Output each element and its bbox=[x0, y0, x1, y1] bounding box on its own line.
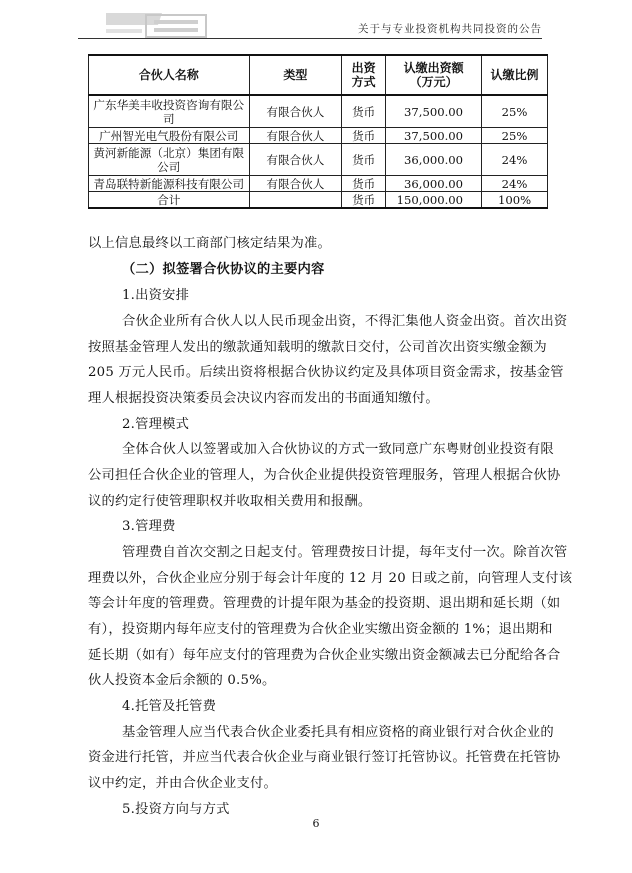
cell-total-label: 合计 bbox=[89, 192, 250, 209]
cell-ratio: 25% bbox=[482, 95, 548, 128]
paragraph-line: 按照基金管理人发出的缴款通知载明的缴款日交付，公司首次出资实缴金额为 bbox=[88, 340, 547, 355]
col-header-type: 类型 bbox=[249, 55, 342, 95]
cell-ratio: 100% bbox=[482, 192, 548, 209]
paragraph-line: 伙人投资本金后余额的 0.5%。 bbox=[88, 673, 276, 688]
paragraph-line: 理人根据投资决策委员会决议内容而发出的书面通知缴付。 bbox=[88, 391, 439, 406]
cell-partner-name: 广州智光电气股份有限公司 bbox=[89, 128, 250, 144]
table-row bbox=[89, 144, 548, 176]
subsection-title: 2.管理模式 bbox=[122, 417, 190, 432]
paragraph-line: 议中约定，并由合伙企业支付。 bbox=[88, 776, 277, 791]
cell-partner-name bbox=[89, 144, 250, 176]
cell-text: 公司 bbox=[157, 159, 181, 174]
subsection-title: 4.托管及托管费 bbox=[122, 699, 217, 714]
col-header-ratio: 认缴比例 bbox=[482, 55, 548, 95]
cell-text: 司 bbox=[162, 111, 175, 126]
section-title: （二）拟签署合伙协议的主要内容 bbox=[122, 262, 325, 277]
cell-method: 货币 bbox=[342, 192, 386, 209]
header-title: 关于与专业投资机构共同投资的公告 bbox=[358, 23, 542, 35]
paragraph-line: 资金进行托管，并应当代表合伙企业与商业银行签订托管协议。托管费在托管协 bbox=[88, 750, 561, 765]
col-header-method bbox=[342, 55, 386, 95]
cell-method: 货币 bbox=[342, 95, 386, 128]
cell-type: 有限合伙人 bbox=[249, 176, 342, 192]
cell-type bbox=[249, 192, 342, 209]
col-header-name: 合伙人名称 bbox=[89, 55, 250, 95]
col-header-amount-text: 认缴出资额 （万元） bbox=[403, 61, 464, 89]
company-logo-icon bbox=[106, 11, 208, 39]
table-row bbox=[89, 176, 548, 192]
col-header-method-text: 出资 方式 bbox=[351, 61, 376, 89]
subsection-title: 1.出资安排 bbox=[122, 288, 190, 303]
paragraph-line: 基金管理人应当代表合伙企业委托具有相应资格的商业银行对合伙企业的 bbox=[122, 725, 554, 740]
cell-text: 黄河新能源（北京）集团有限 bbox=[93, 145, 245, 160]
table-row bbox=[89, 128, 548, 144]
paragraph-line: 合伙企业所有合伙人以人民币现金出资，不得汇集他人资金出资。首次出资 bbox=[122, 314, 568, 329]
table-header-row bbox=[89, 55, 548, 95]
table-total-row bbox=[89, 192, 548, 209]
table-row bbox=[89, 95, 548, 128]
paragraph-line: 全体合伙人以签署或加入合伙协议的方式一致同意广东粤财创业投资有限 bbox=[122, 442, 554, 457]
cell-ratio: 24% bbox=[482, 144, 548, 176]
paragraph-line: 延长期（如有）每年应支付的管理费为合伙企业实缴出资金额减去已分配给各合 bbox=[88, 648, 561, 663]
cell-method: 货币 bbox=[342, 176, 386, 192]
table-note: 以上信息最终以工商部门核定结果为准。 bbox=[88, 236, 331, 251]
cell-method: 货币 bbox=[342, 128, 386, 144]
col-header-amount bbox=[386, 55, 482, 95]
cell-amount: 150,000.00 bbox=[386, 192, 482, 209]
cell-partner-name: 青岛联特新能源科技有限公司 bbox=[89, 176, 250, 192]
partner-table bbox=[88, 54, 548, 209]
cell-amount: 37,500.00 bbox=[386, 95, 482, 128]
cell-type: 有限合伙人 bbox=[249, 144, 342, 176]
cell-type: 有限合伙人 bbox=[249, 95, 342, 128]
cell-amount: 36,000.00 bbox=[386, 144, 482, 176]
paragraph-line: 205 万元人民币。后续出资将根据合伙协议约定及具体项目资金需求，按基金管 bbox=[88, 365, 564, 380]
cell-partner-name bbox=[89, 95, 250, 128]
subsection-title: 5.投资方向与方式 bbox=[122, 802, 230, 817]
paragraph-line: 公司担任合伙企业的管理人，为合伙企业提供投资管理服务，管理人根据合伙协 bbox=[88, 468, 561, 483]
paragraph-line: 有），投资期内每年应支付的管理费为合伙企业实缴出资金额的 1%；退出期和 bbox=[88, 622, 553, 637]
cell-method: 货币 bbox=[342, 144, 386, 176]
header-rule bbox=[78, 38, 542, 39]
subsection-title: 3.管理费 bbox=[122, 519, 176, 534]
paragraph-line: 等会计年度的管理费。管理费的计提年限为基金的投资期、退出期和延长期（如 bbox=[88, 596, 561, 611]
cell-ratio: 24% bbox=[482, 176, 548, 192]
cell-amount: 36,000.00 bbox=[386, 176, 482, 192]
cell-ratio: 25% bbox=[482, 128, 548, 144]
page-number: 6 bbox=[312, 817, 320, 830]
paragraph-line: 管理费自首次交割之日起支付。管理费按日计提，每年支付一次。除首次管 bbox=[122, 545, 568, 560]
paragraph-line: 议的约定行使管理职权并收取相关费用和报酬。 bbox=[88, 494, 372, 509]
cell-type: 有限合伙人 bbox=[249, 128, 342, 144]
cell-amount: 37,500.00 bbox=[386, 128, 482, 144]
cell-text: 广东华美丰收投资咨询有限公 bbox=[93, 97, 245, 112]
paragraph-line: 理费以外，合伙企业应分别于每会计年度的 12 月 20 日或之前，向管理人支付该 bbox=[88, 571, 573, 586]
